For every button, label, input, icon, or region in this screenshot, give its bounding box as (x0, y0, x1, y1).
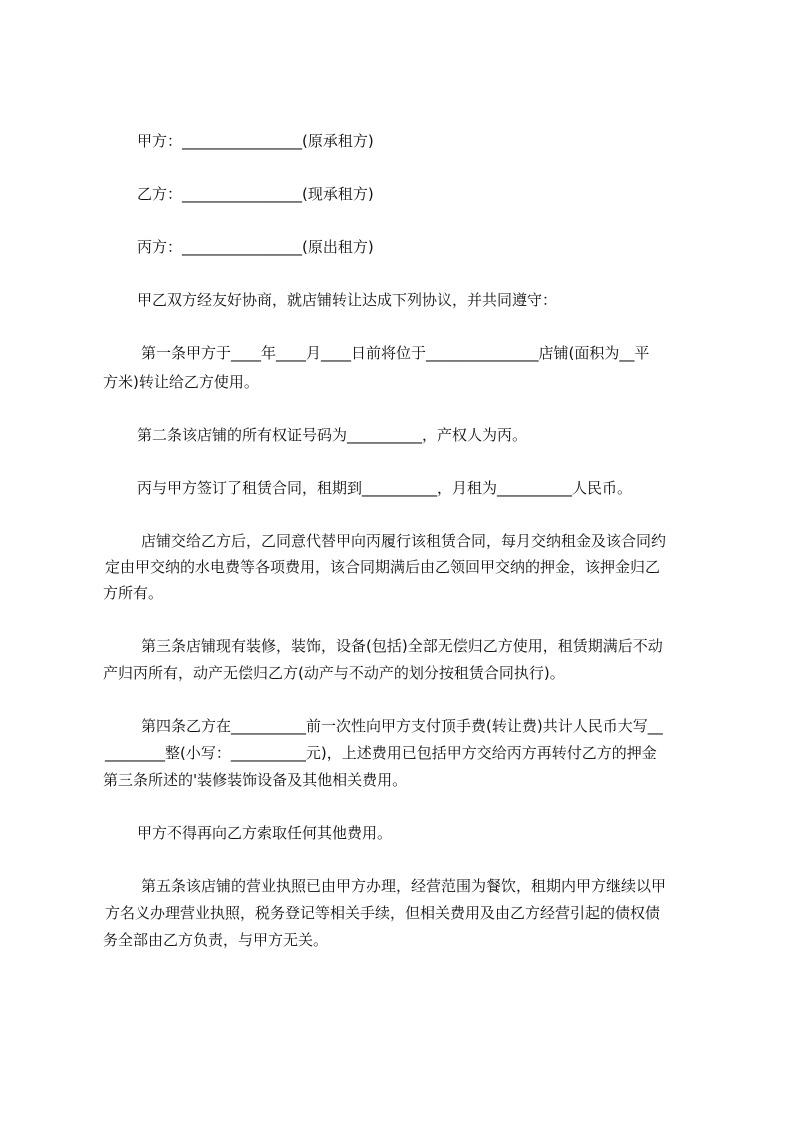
handover-line3: 方所有。 (103, 584, 164, 602)
article4-line3: 第三条所述的'装修装饰设备及其他相关费用。 (103, 771, 408, 789)
handover-line1: 店铺交给乙方后，乙同意代替甲向丙履行该租赁合同，每月交纳租金及该合同约 (141, 532, 667, 550)
article5-line2: 方名义办理营业执照，税务登记等相关手续，但相关费用及由乙方经营引起的债权债 (105, 904, 661, 922)
article1-line2: 方米)转让给乙方使用。 (103, 373, 259, 391)
article5-line1: 第五条该店铺的营业执照已由甲方办理，经营范围为餐饮，租期内甲方继续以甲 (141, 877, 667, 895)
party-b-line: 乙方：________________(现承租方) (137, 185, 374, 203)
party-c-line: 丙方：________________(原出租方) (137, 238, 374, 256)
party-a-line: 甲方：________________(原承租方) (137, 132, 374, 150)
article1-line1: 第一条甲方于____年____月____日前将位于_______________店铺(面积为__平 (141, 344, 650, 362)
lease-line1: 丙与甲方签订了租赁合同，租期到__________，月租为__________人民币。 (137, 479, 633, 497)
article2-line1: 第二条该店铺的所有权证号码为__________，产权人为丙。 (137, 426, 528, 444)
article5-line3: 务全部由乙方负责，与甲方无关。 (103, 931, 329, 949)
handover-line2: 定由甲交纳的水电费等各项费用，该合同期满后由乙领回甲交纳的押金，该押金归乙 (105, 558, 661, 576)
article4-line1: 第四条乙方在__________前一次性向甲方支付顶手费(转让费)共计人民币大写__ (141, 717, 663, 735)
no-other-fees-line: 甲方不得再向乙方索取任何其他费用。 (137, 824, 393, 842)
intro-paragraph: 甲乙双方经友好协商，就店铺转让达成下列协议，并共同遵守： (137, 291, 558, 309)
article3-line2: 产归丙所有，动产无偿归乙方(动产与不动产的划分按租赁合同执行)。 (103, 664, 565, 682)
article4-line2: ________整(小写：__________元)，上述费用已包括甲方交给丙方再转付乙方的押金 (105, 744, 657, 762)
article3-line1: 第三条店铺现有装修，装饰，设备(包括)全部无偿归乙方使用，租赁期满后不动 (141, 637, 663, 655)
